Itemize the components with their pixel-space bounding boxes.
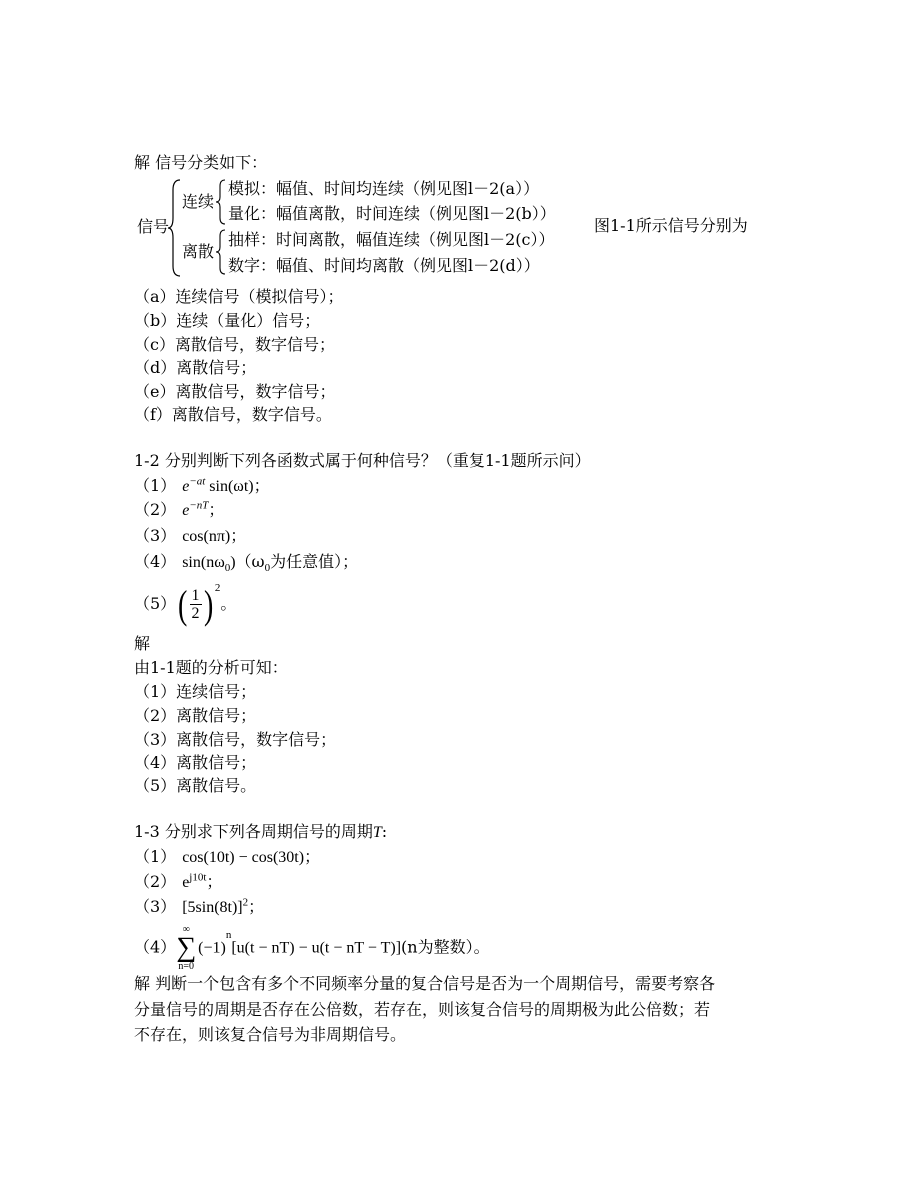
continuous-label: 连续 bbox=[182, 192, 215, 211]
q12-item-2: （2） $e^{-nT}$； bbox=[134, 499, 225, 519]
q12-title: 1-2 分别判断下列各函数式属于何种信号？（重复1-1题所示问） bbox=[134, 451, 591, 470]
answer-a: （a）连续信号（模拟信号）； bbox=[134, 287, 344, 306]
q12-item-5: （5）( $\frac{1}{2}$ ) $^2$。 bbox=[134, 581, 237, 627]
answer-d: （d）离散信号； bbox=[134, 358, 257, 377]
class-item-digital: 数字：幅值、时间均离散（例见图l－2(d）） bbox=[228, 256, 540, 275]
q12-solution-head: 解 bbox=[134, 634, 151, 653]
discrete-brace bbox=[216, 228, 226, 276]
q13-item-3: （3） $[5\sin(8t)]^2$； bbox=[134, 896, 265, 916]
q13-solution-line-3: 不存在，则该复合信号为非周期信号。 bbox=[134, 1025, 407, 1044]
discrete-label: 离散 bbox=[182, 242, 215, 261]
q12-solution-1: （1）连续信号； bbox=[134, 682, 257, 701]
q13-item-4: （4） ∞ ∑ n=0 $(-1)^n[u(t - nT) - u(t$ − nT − T)](n为整数）。 bbox=[134, 924, 490, 972]
classification-suffix: 图1-1所示信号分别为 bbox=[594, 216, 748, 235]
answer-c: （c）离散信号，数字信号； bbox=[134, 335, 335, 354]
solution-intro: 解 信号分类如下： bbox=[134, 153, 268, 172]
q12-solution-2: （2）离散信号； bbox=[134, 706, 257, 725]
class-item-sampled: 抽样：时间离散，幅值连续（例见图l－2(c）） bbox=[228, 230, 555, 249]
q12-solution-5: （5）离散信号。 bbox=[134, 776, 257, 795]
q13-item-2: （2） $e^{j10t}$； bbox=[134, 871, 223, 891]
summation: ∞ ∑ n=0 bbox=[176, 924, 197, 972]
class-item-analog: 模拟：幅值、时间均连续（例见图l－2(a）） bbox=[228, 179, 540, 198]
q13-solution-line-2: 分量信号的周期是否存在公倍数，若存在，则该复合信号的周期极为此公倍数；若 bbox=[134, 1000, 711, 1019]
answer-e: （e）离散信号，数字信号； bbox=[134, 382, 336, 401]
root-brace bbox=[168, 178, 182, 278]
q12-item-3: （3） cos(nπ)； bbox=[134, 526, 247, 545]
q13-item-1: （1） cos(10t) − cos(30t)； bbox=[134, 847, 321, 866]
continuous-brace bbox=[216, 178, 226, 226]
q13-solution-line-1: 解 判断一个包含有多个不同频率分量的复合信号是否为一个周期信号，需要考察各 bbox=[134, 974, 716, 993]
q13-title: 1-3 分别求下列各周期信号的周期T: bbox=[134, 822, 388, 841]
answer-f: （f）离散信号，数字信号。 bbox=[134, 405, 332, 424]
q12-solution-3: （3）离散信号，数字信号； bbox=[134, 730, 337, 749]
answer-b: （b）连续（量化）信号； bbox=[134, 311, 321, 330]
class-item-quantized: 量化：幅值离散，时间连续（例见图l－2(b）） bbox=[228, 204, 556, 223]
q12-solution-intro: 由1-1题的分析可知： bbox=[134, 658, 288, 677]
q12-item-4: （4） $\sin(n\omega_0)(\omega_0$为任意值）； bbox=[134, 552, 359, 575]
classification-root: 信号 bbox=[137, 217, 170, 236]
q12-solution-4: （4）离散信号； bbox=[134, 753, 257, 772]
q12-item-1: （1） $e^{-at}$ sin(ωt)； bbox=[134, 475, 270, 495]
